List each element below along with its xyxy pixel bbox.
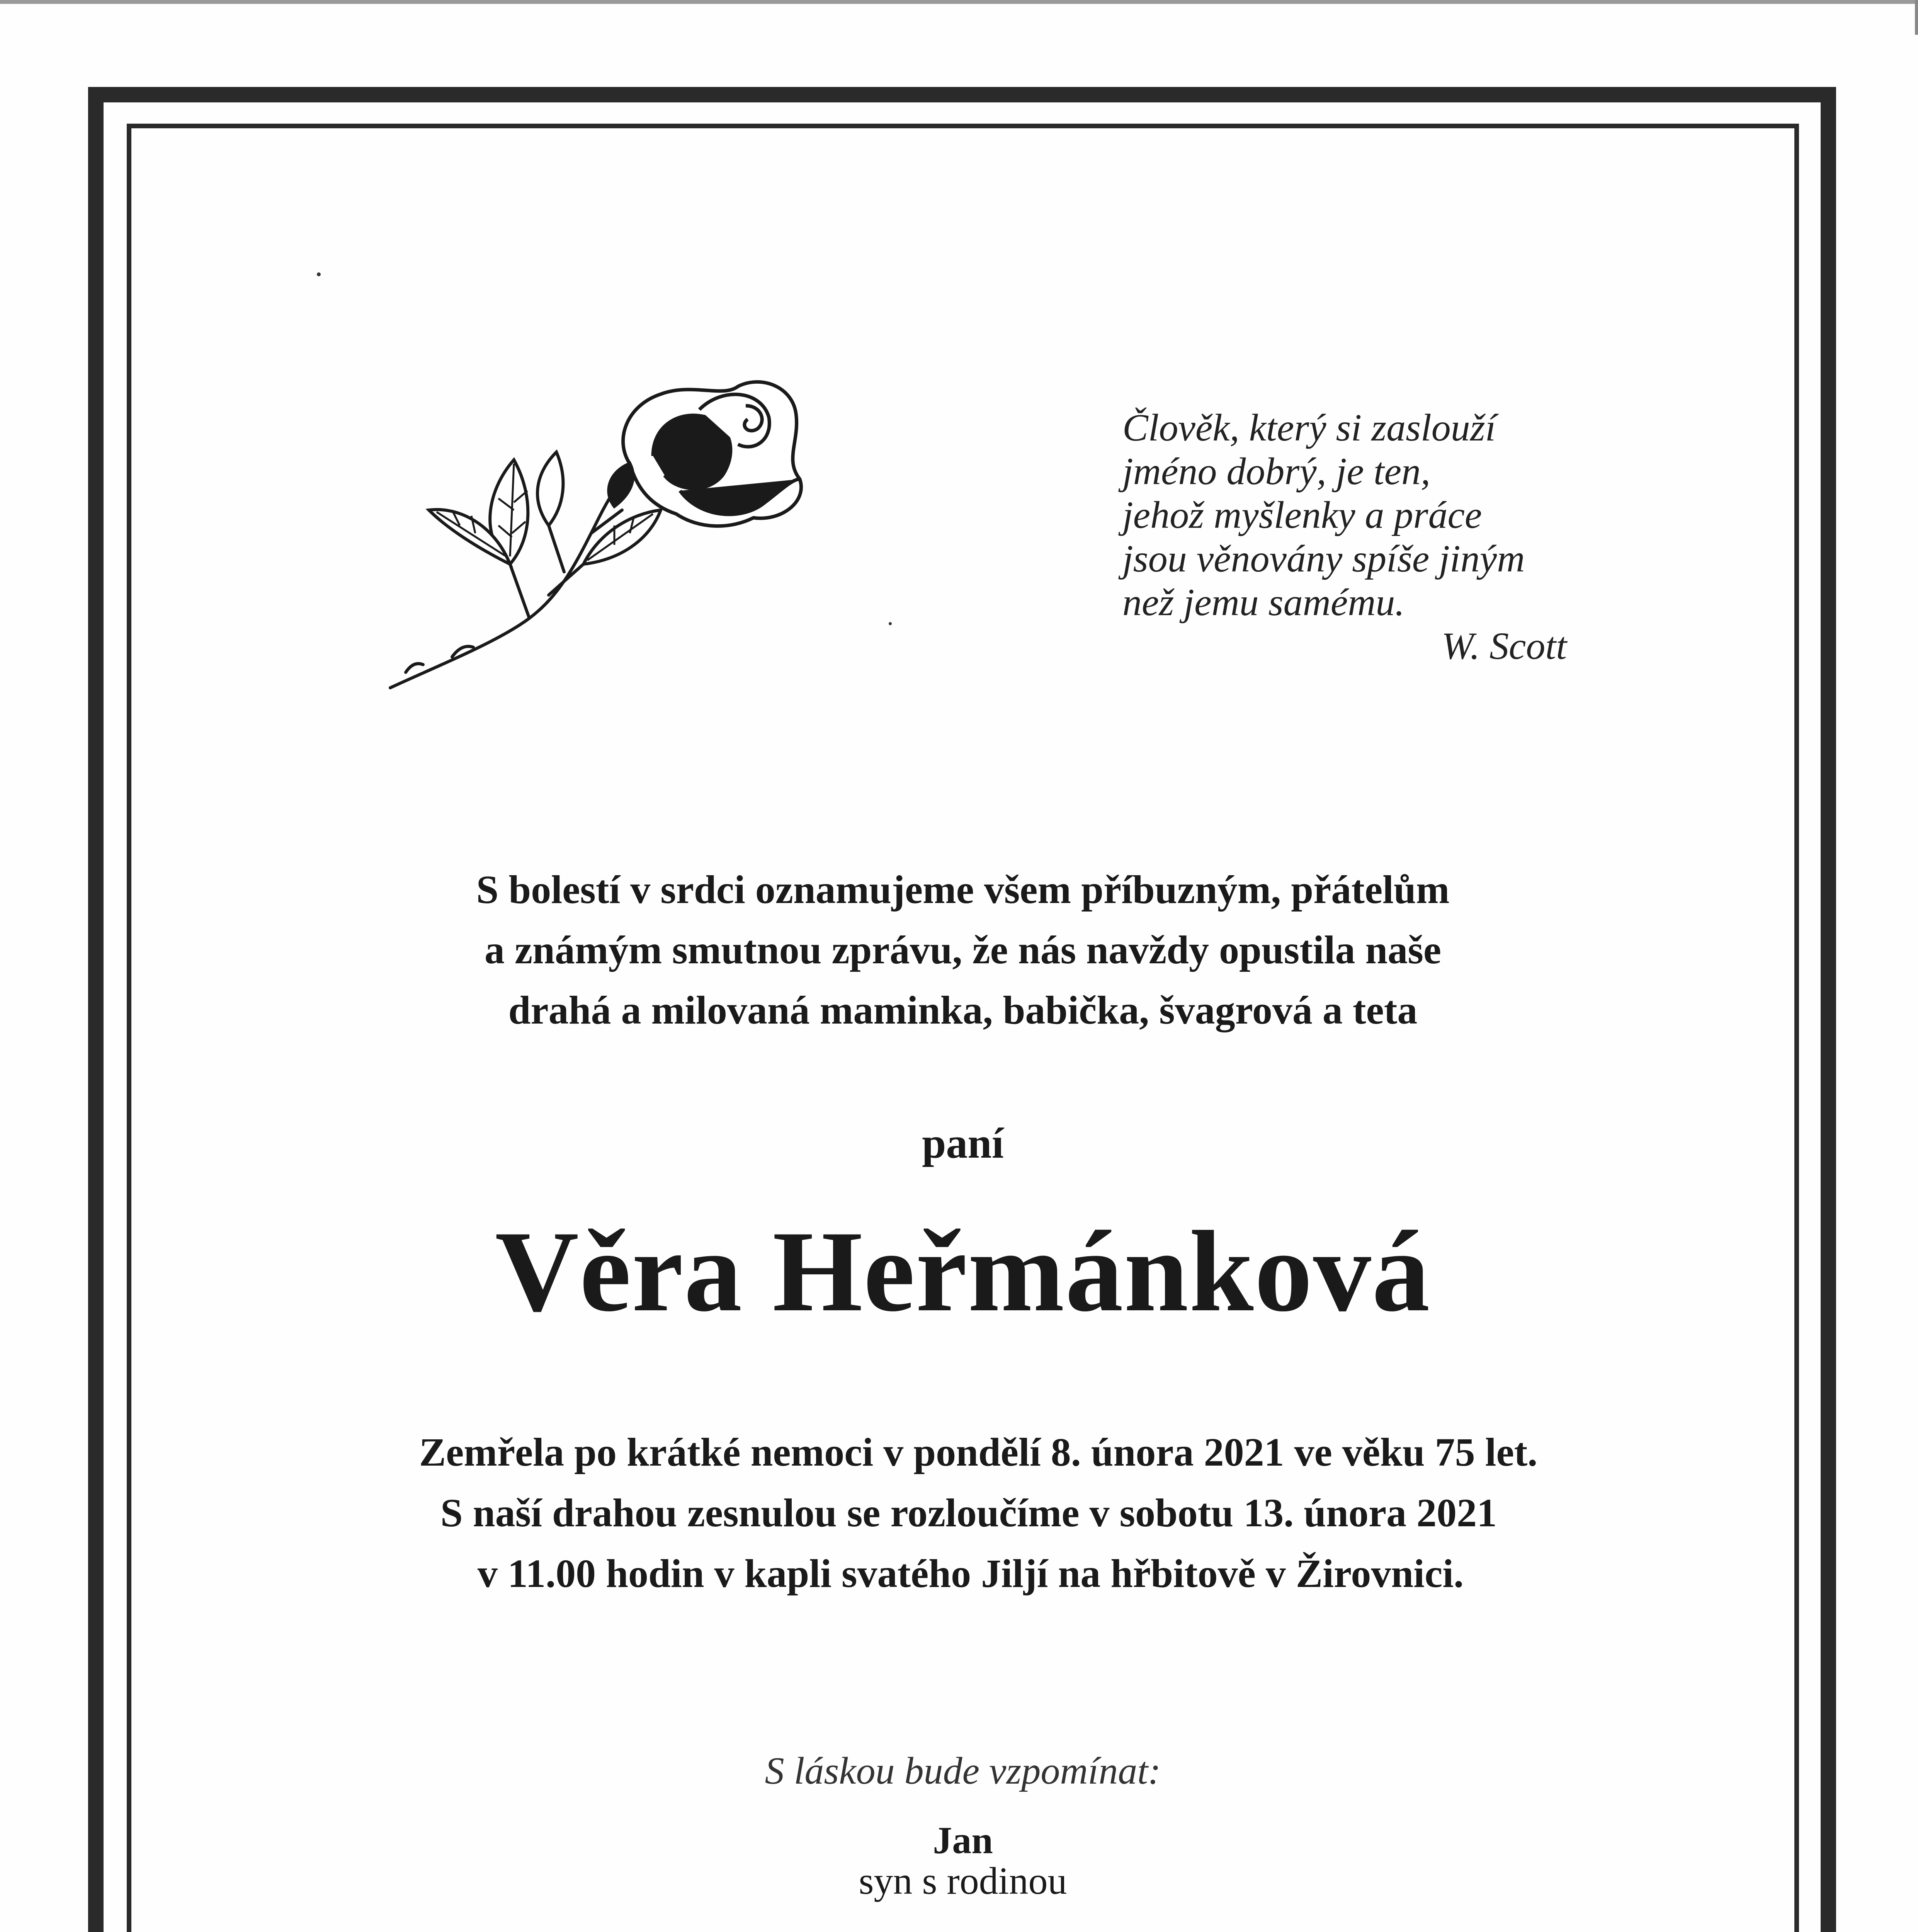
details-line: Zemřela po krátké nemoci v pondělí 8. února 2021 ve věku 75 let. [419, 1430, 1538, 1475]
scan-speck [317, 272, 321, 276]
salutation: paní [922, 1119, 1004, 1167]
quote-line: Člověk, který si zaslouží [1122, 406, 1496, 449]
details-line: v 11.00 hodin v kapli svatého Jiljí na hřbitově v Žirovnici. [477, 1551, 1464, 1596]
announcement-line: drahá a milovaná maminka, babička, švagrová a teta [508, 988, 1418, 1032]
quote-line: než jemu samému. [1122, 581, 1405, 624]
details-line: S naší drahou zesnulou se rozloučíme v sobotu 13. února 2021 [440, 1491, 1497, 1535]
mourners-intro: S láskou bude vzpomínat: [765, 1749, 1161, 1792]
mourner-name: Jan [933, 1819, 993, 1862]
announcement-line: S bolestí v srdci oznamujeme všem příbuzným, přátelům [476, 867, 1450, 912]
quote-line: jméno dobrý, je ten, [1122, 450, 1431, 493]
mourner-relation: syn s rodinou [859, 1859, 1067, 1902]
scan-speck [889, 622, 892, 625]
announcement-paragraph [127, 860, 1799, 1041]
announcement-line: a známým smutnou zprávu, že nás navždy opustila naše [484, 928, 1442, 972]
epigraph-quote [1122, 406, 1625, 668]
rose-icon [383, 363, 838, 703]
quote-line: jsou věnovány spíše jiným [1122, 537, 1525, 580]
scan-edge-right [1915, 0, 1918, 35]
mourner-entry [127, 1820, 1799, 1901]
death-details [127, 1422, 1799, 1604]
quote-line: jehož myšlenky a práce [1122, 493, 1482, 536]
quote-author: W. Scott [1441, 624, 1567, 667]
deceased-name: Věra Heřmánková [495, 1207, 1431, 1335]
scan-edge-top [0, 0, 1918, 4]
